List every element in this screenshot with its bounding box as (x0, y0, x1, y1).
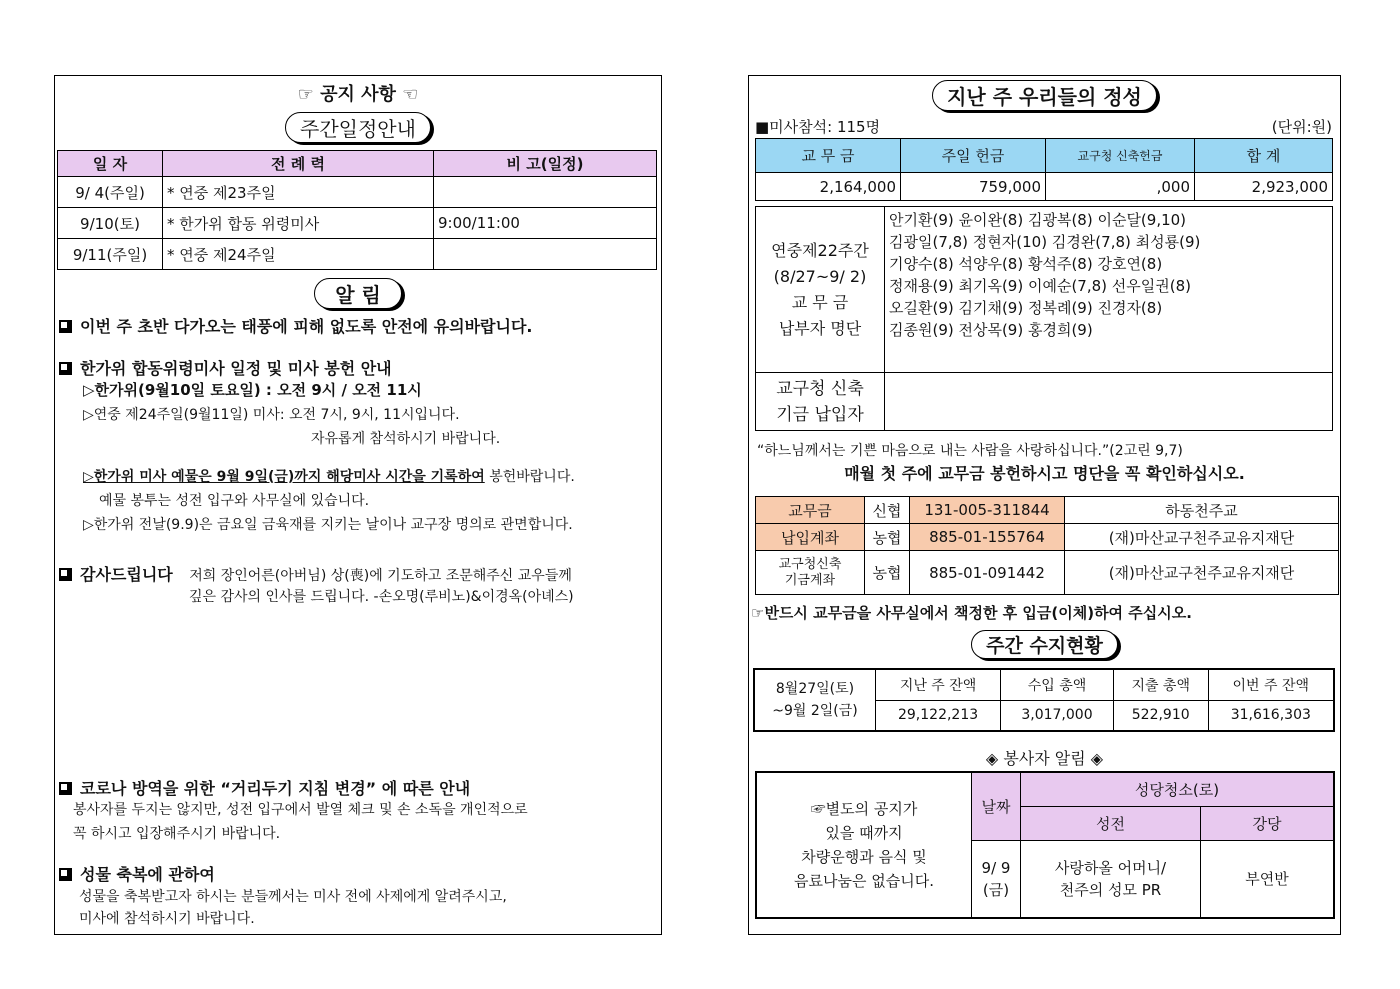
finance-value: 31,616,303 (1208, 700, 1334, 731)
vol-sub-header: 강당 (1201, 806, 1335, 840)
table-row (58, 208, 657, 239)
schedule-header-note: 비 고(일정) (434, 151, 657, 177)
schedule-header-row (58, 151, 657, 177)
table-row (756, 373, 1333, 431)
account-bank: 농협 (865, 551, 910, 595)
offer-value: 759,000 (901, 173, 1046, 201)
offering-title: 지난 주 우리들의 정성 (932, 80, 1157, 111)
finance-title: 주간 수지현황 (971, 630, 1118, 659)
account-table (755, 496, 1339, 595)
offer-header: 주일 헌금 (901, 139, 1046, 173)
building-label-line: 기금 납입자 (776, 404, 864, 425)
finance-value: 29,122,213 (876, 700, 1001, 731)
volunteer-notice-line: ☞별도의 공지가 (810, 800, 918, 818)
schedule-date: 9/11(주일) (58, 239, 163, 270)
schedule-header-event: 전 례 력 (163, 151, 434, 177)
vol-date (972, 840, 1021, 918)
volunteer-table (755, 771, 1335, 919)
volunteer-title: ◈ 봉사자 알림 ◈ (985, 749, 1104, 768)
account-note: ☞반드시 교무금을 사무실에서 책정한 후 입금(이체)하여 주십시오. (751, 604, 1192, 622)
volunteer-notice (756, 772, 972, 918)
notice-2-line2: ▷연중 제24주일(9월11일) 미사: 오전 7시, 9시, 11시입니다. (83, 407, 460, 423)
checkbox-icon (59, 868, 72, 881)
donor-line: 오길환(9) 김기채(9) 정복례(9) 진경자(8) (889, 299, 1163, 317)
attendance: ■미사참석: 115명 (755, 118, 881, 136)
notice-4-line1: 봉사자를 두지는 않지만, 성전 입구에서 발열 체크 및 손 소독을 개인적으로 (73, 802, 528, 818)
account-number: 885-01-155764 (910, 524, 1065, 551)
notice-2-line4 (83, 466, 575, 486)
account-holder: (재)마산교구천주교유지재단 (1065, 551, 1339, 595)
offer-value: 2,923,000 (1195, 173, 1333, 201)
offer-header: 합 계 (1195, 139, 1333, 173)
account-holder: (재)마산교구천주교유지재단 (1065, 524, 1339, 551)
vol-sanctuary (1021, 840, 1201, 918)
notice-2-line6: ▷한가위 전날(9.9)은 금요일 금육재를 지키는 날이나 교구장 명의로 관면합니다. (83, 517, 573, 533)
vol-date-line: 9/ 9 (981, 858, 1011, 877)
notice-2 (59, 356, 392, 379)
vol-date-line: (금) (982, 880, 1010, 899)
table-row (754, 669, 1334, 700)
schedule-note: 9:00/11:00 (434, 208, 657, 239)
finance-period (754, 669, 876, 731)
monthly-note: 매월 첫 주에 교무금 봉헌하시고 명단을 꼭 확인하십시오. (844, 464, 1245, 483)
finance-header: 수입 총액 (1001, 669, 1114, 700)
notice-4-title: 코로나 방역을 위한 “거리두기 지침 변경” 에 따른 안내 (80, 779, 471, 798)
donor-label-line: (8/27~9/ 2) (773, 266, 867, 286)
notice-heading: 알 림 (314, 278, 402, 309)
finance-header: 지출 총액 (1113, 669, 1208, 700)
vol-clean-header: 성당청소(로) (1021, 772, 1335, 806)
notice-3-line2: 깊은 감사의 인사를 드립니다. -손오명(루비노)&이경옥(아녜스) (189, 589, 574, 605)
donor-table (755, 206, 1333, 431)
finance-period-line: 8월27일(토) (775, 681, 855, 697)
donor-label (756, 207, 885, 373)
volunteer-notice-line: 있을 때까지 (825, 824, 903, 842)
donor-label-line: 연중제22주간 (771, 240, 869, 260)
account-holder: 하동천주교 (1065, 497, 1339, 524)
schedule-event: * 연중 제24주일 (163, 239, 434, 270)
notice-2-title: 한가위 합동위령미사 일정 및 미사 봉헌 안내 (80, 359, 392, 378)
account-bank: 신협 (865, 497, 910, 524)
vol-hall: 부연반 (1201, 840, 1335, 918)
schedule-title: 주간일정안내 (285, 112, 431, 143)
notice-5-title: 성물 축복에 관하여 (80, 865, 215, 884)
vol-date-header: 날짜 (972, 772, 1021, 840)
table-row (756, 207, 1333, 373)
offer-header: 교 무 금 (756, 139, 901, 173)
vol-sanctuary-line: 사랑하올 어머니/ (1054, 858, 1167, 877)
notice-2-line4-tail: 봉헌바랍니다. (484, 469, 575, 485)
finance-header: 이번 주 잔액 (1208, 669, 1334, 700)
schedule-table (57, 150, 657, 270)
finance-header: 지난 주 잔액 (876, 669, 1001, 700)
finance-period-line: ~9월 2일(금) (772, 703, 858, 719)
donor-label-line: 교 무 금 (791, 292, 849, 312)
schedule-event: * 연중 제23주일 (163, 177, 434, 208)
table-row (58, 177, 657, 208)
account-number: 885-01-091442 (910, 551, 1065, 595)
notice-1-title: 이번 주 초반 다가오는 태풍에 피해 없도록 안전에 유의바랍니다. (80, 317, 533, 336)
finance-table (753, 668, 1335, 732)
notice-title: ☞ 공지 사항 ☜ (297, 84, 419, 105)
notice-1 (59, 314, 533, 337)
donor-label-line: 납부자 명단 (778, 318, 862, 338)
notice-2-line1: ▷한가위(9월10일 토요일) : 오전 9시 / 오전 11시 (83, 381, 422, 399)
table-row (756, 497, 1339, 524)
checkbox-icon (59, 568, 72, 581)
notice-5 (59, 862, 215, 885)
notice-3-line1: 저희 장인어른(아버님) 상(喪)에 기도하고 조문해주신 교우들께 (189, 568, 572, 584)
donor-line: 안기환(9) 윤이완(8) 김광복(8) 이순달(9,10) (889, 211, 1187, 229)
finance-value: 522,910 (1113, 700, 1208, 731)
donor-line: 정재용(9) 최기옥(9) 이예순(7,8) 선우일권(8) (889, 277, 1191, 295)
account-label: 교무금 (756, 497, 865, 524)
schedule-note (434, 239, 657, 270)
offer-value: 2,164,000 (756, 173, 901, 201)
finance-value: 3,017,000 (1001, 700, 1114, 731)
schedule-date: 9/ 4(주일) (58, 177, 163, 208)
schedule-header-date: 일 자 (58, 151, 163, 177)
donor-line: 기양수(8) 석양우(8) 황석주(8) 강호연(8) (889, 255, 1163, 273)
volunteer-notice-line: 차량운행과 음식 및 (801, 848, 927, 866)
checkbox-icon (59, 782, 72, 795)
table-row (756, 524, 1339, 551)
schedule-date: 9/10(토) (58, 208, 163, 239)
notice-2-line3: 자유롭게 참석하시기 바랍니다. (311, 431, 501, 447)
quote: “하느님께서는 기쁜 마음으로 내는 사람을 사랑하십니다.”(2고린 9,7) (757, 443, 1183, 459)
vol-sanctuary-line: 천주의 성모 PR (1059, 880, 1162, 899)
building-label-line: 교구청 신축 (776, 378, 864, 399)
notice-3 (59, 562, 572, 585)
checkbox-icon (59, 320, 72, 333)
donor-line: 김종원(9) 전상목(9) 홍경희(9) (889, 321, 1093, 339)
table-row (756, 551, 1339, 595)
offering-panel (748, 75, 1341, 935)
notice-5-line1: 성물을 축복받고자 하시는 분들께서는 미사 전에 사제에게 알려주시고, (79, 889, 507, 905)
offering-table (755, 138, 1333, 201)
notice-3-title: 감사드립니다 (80, 565, 173, 584)
vol-sub-header: 성전 (1021, 806, 1201, 840)
table-row (58, 239, 657, 270)
offering-header-row (756, 139, 1333, 173)
unit-label: (단위:원) (1271, 118, 1332, 136)
table-row (756, 173, 1333, 201)
account-label: 교구청신축 기금계좌 (756, 551, 865, 595)
account-label: 납입계좌 (756, 524, 865, 551)
volunteer-notice-line: 음료나눔은 없습니다. (794, 872, 934, 890)
notice-2-line4-emphasis: ▷한가위 미사 예물은 9월 9일(금)까지 해당미사 시간을 기록하여 (83, 469, 485, 485)
donor-line: 김광일(7,8) 정현자(10) 김경완(7,8) 최성룡(9) (889, 233, 1201, 251)
notice-4-line2: 꼭 하시고 입장해주시기 바랍니다. (73, 826, 281, 842)
notice-5-line2: 미사에 참석하시기 바랍니다. (79, 911, 255, 927)
offer-value: ,000 (1046, 173, 1195, 201)
notice-4 (59, 776, 470, 799)
building-label (756, 373, 885, 431)
schedule-note (434, 177, 657, 208)
notice-panel (54, 75, 662, 935)
building-donor-list (885, 373, 1333, 431)
account-number: 131-005-311844 (910, 497, 1065, 524)
account-bank: 농협 (865, 524, 910, 551)
notice-2-line5: 예물 봉투는 성전 입구와 사무실에 있습니다. (99, 493, 370, 509)
table-row (756, 772, 1334, 806)
offer-header: 교구청 신축헌금 (1046, 139, 1195, 173)
schedule-event: * 한가위 합동 위령미사 (163, 208, 434, 239)
donor-list (885, 207, 1333, 373)
checkbox-icon (59, 362, 72, 375)
